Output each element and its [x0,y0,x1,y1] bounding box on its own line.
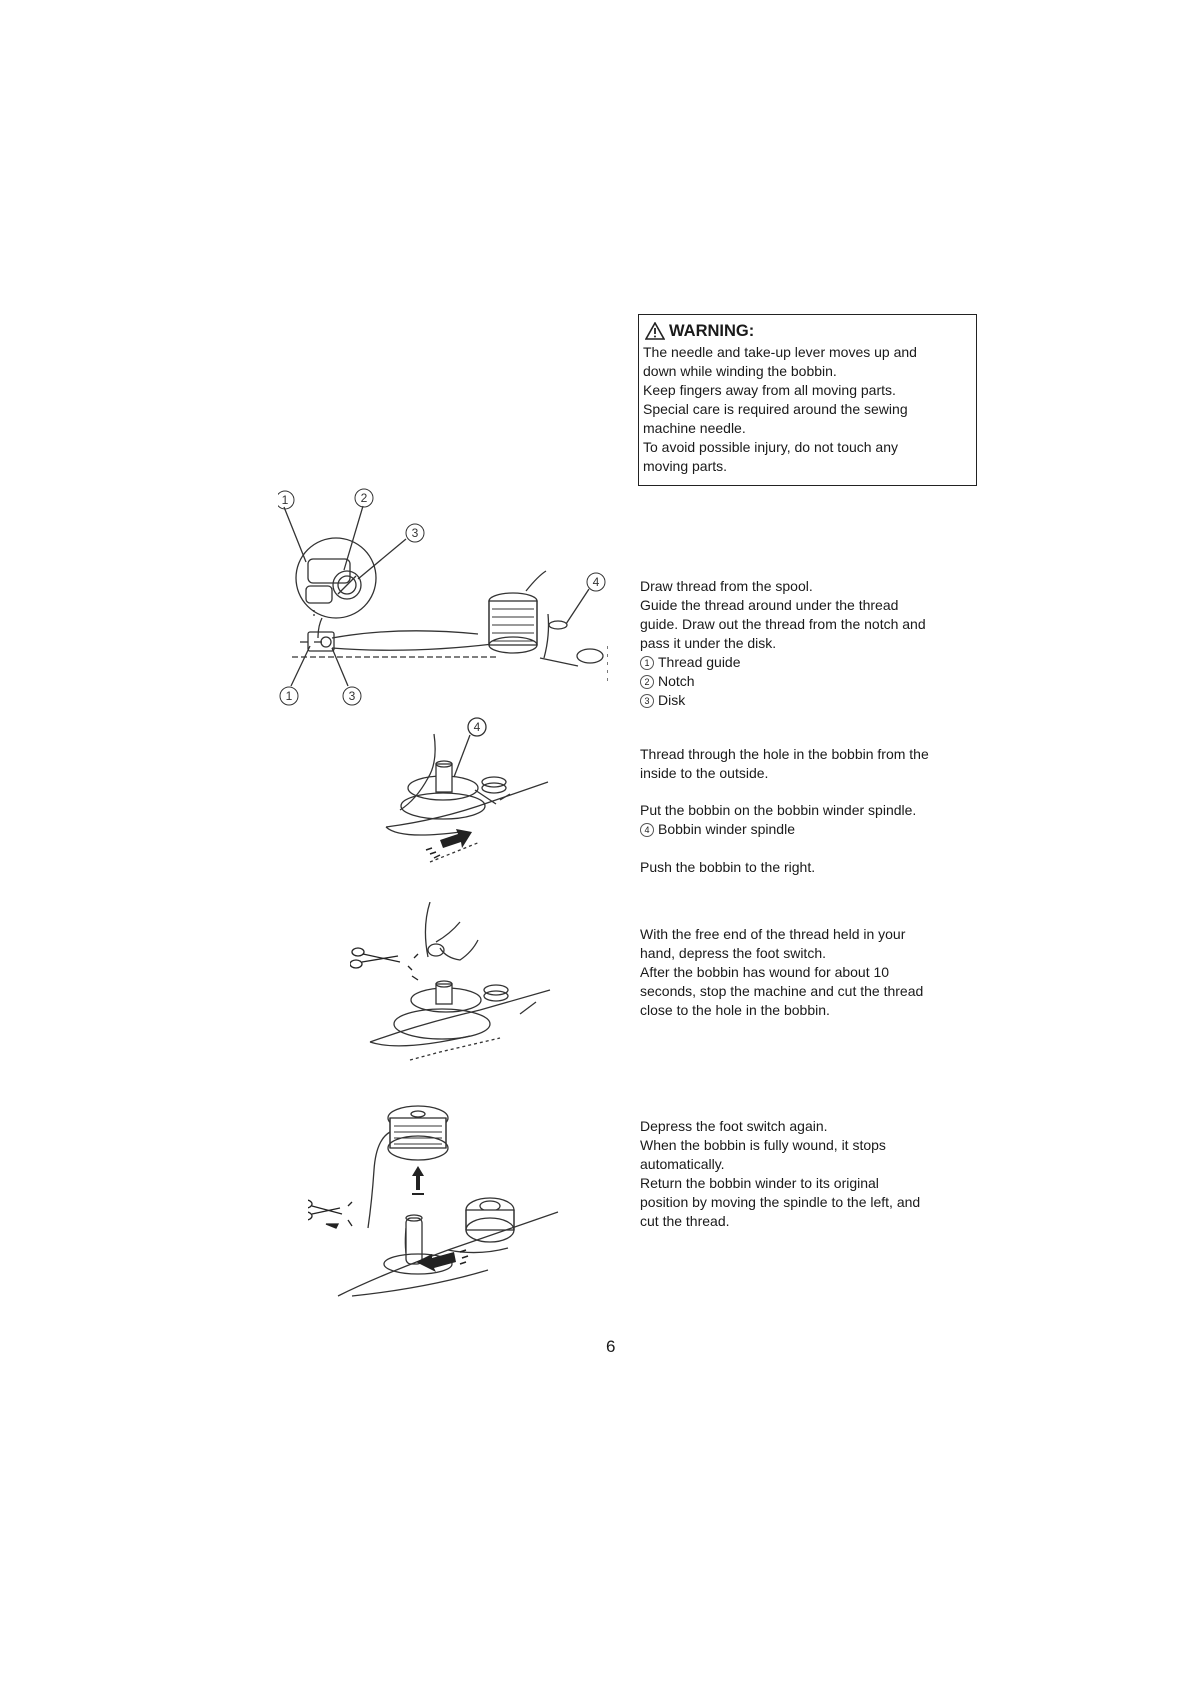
motion-lines-icon [426,848,440,858]
legend-label: Thread guide [658,654,741,670]
step-draw-thread [640,577,985,710]
step-line: seconds, stop the machine and cut the thread [640,983,924,999]
warning-line: moving parts. [643,458,728,474]
figure-cut-thread [350,902,565,1062]
step-line: When the bobbin is fully wound, it stops [640,1137,886,1153]
legend-item-thread-guide [640,653,985,672]
step-line: Push the bobbin to the right. [640,859,816,875]
warning-line: machine needle. [643,420,746,436]
callout-label: 4 [592,575,600,589]
callout-number: 3 [640,694,654,708]
step-put-bobbin [640,801,985,839]
callout-number: 2 [640,675,654,689]
step-push-bobbin [640,858,985,877]
step-finish-winding [640,1117,985,1231]
step-line: inside to the outside. [640,765,769,781]
callout-label: 3 [348,689,356,703]
step-line: After the bobbin has wound for about 10 [640,964,890,980]
step-line: Return the bobbin winder to its original [640,1175,879,1191]
callout-label: 4 [473,720,481,734]
scissors-icon [350,948,418,980]
callout-number: 4 [640,823,654,837]
arrow-up-icon [412,1166,424,1190]
scissors-icon [308,1200,352,1228]
arrow-right-icon [440,829,472,848]
step-line: Thread through the hole in the bobbin from the [640,746,929,762]
warning-line: To avoid possible injury, do not touch any [643,439,899,455]
legend-item-disk [640,691,985,710]
step-line: cut the thread. [640,1213,730,1229]
warning-box [638,314,977,486]
step-line: automatically. [640,1156,725,1172]
step-line: Draw thread from the spool. [640,578,813,594]
legend-item-bobbin-winder-spindle [640,820,985,839]
page-number: 6 [606,1337,616,1356]
legend-label: Disk [658,692,686,708]
step-thread-bobbin-hole [640,745,985,783]
step-line: pass it under the disk. [640,635,777,651]
legend-item-notch [640,672,985,691]
step-line: With the free end of the thread held in your [640,926,906,942]
callout-label: 1 [281,493,289,507]
figure-remove-bobbin [308,1100,570,1300]
legend-label: Notch [658,673,695,689]
step-line: Put the bobbin on the bobbin winder spindle. [640,802,917,818]
callout-label: 2 [360,491,368,505]
figure-bobbin-on-spindle [370,712,570,890]
step-line: Depress the foot switch again. [640,1118,828,1134]
warning-line: down while winding the bobbin. [643,363,837,379]
warning-line: The needle and take-up lever moves up and [643,344,917,360]
step-line: guide. Draw out the thread from the notch and [640,616,926,632]
step-depress-foot-switch [640,925,985,1020]
warning-title: WARNING: [669,322,755,340]
warning-triangle-icon [645,322,665,340]
warning-line: Keep fingers away from all moving parts. [643,382,896,398]
callout-label: 1 [285,689,293,703]
warning-heading [643,320,970,342]
step-line: Guide the thread around under the thread [640,597,899,613]
callout-number: 1 [640,656,654,670]
step-line: close to the hole in the bobbin. [640,1002,830,1018]
step-line: hand, depress the foot switch. [640,945,826,961]
step-line: position by moving the spindle to the left, and [640,1194,921,1210]
warning-line: Special care is required around the sewing [643,401,908,417]
legend-label: Bobbin winder spindle [658,821,795,837]
figure-thread-guide [278,486,608,718]
callout-label: 3 [411,526,419,540]
